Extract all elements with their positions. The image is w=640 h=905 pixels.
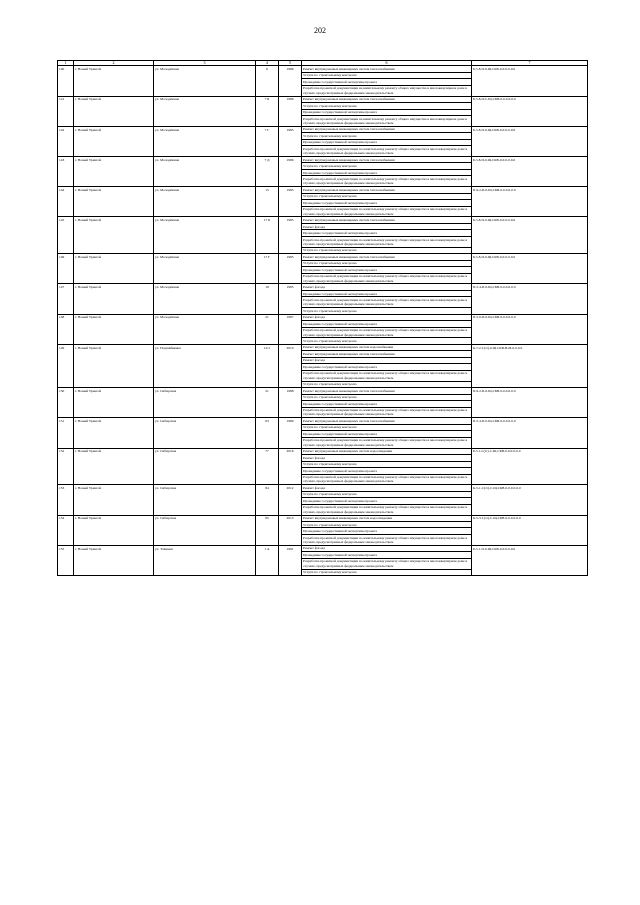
house-code-cell: К-7-2-С(зт)-0-Щ-СКВ-Н-М-0-0-0-0 [472, 344, 588, 387]
house-number-cell: 7 Д [256, 157, 279, 187]
work-item: Проведение государственной экспертизы проекта [302, 110, 471, 116]
build-year-cell: 1986 [279, 66, 302, 96]
house-code-cell: Б-5-8-П-0-Щ-СКВ-0-0-0-0-0-0 [472, 66, 588, 96]
work-item: Разработка проектной документации на капитальному ремонту общего имущества в многоквартирном доме в случаях, предусмотренных федеральным законодательством [303, 116, 467, 125]
house-number-cell: 17 Б [256, 217, 279, 254]
house-number-cell: 85 [256, 515, 279, 545]
work-item: Ремонт фасада [302, 485, 471, 491]
house-number-cell: 17 Г [256, 254, 279, 284]
row-number-cell: 149 [58, 344, 74, 387]
street-cell: ул. Молодёжная [154, 254, 256, 284]
street-cell: ул. Сибирская [154, 485, 256, 515]
street-cell: ул. Молодёжная [154, 66, 256, 96]
build-year-cell: 1985 [279, 187, 302, 217]
column-header-2: 2 [74, 61, 154, 66]
works-cell [302, 314, 472, 344]
work-item: Услуги по строительному контролю [302, 462, 471, 468]
build-year-cell: 1985 [279, 217, 302, 254]
city-cell: г. Новый Уренгой [74, 187, 154, 217]
city-cell: г. Новый Уренгой [74, 485, 154, 515]
street-cell: ул. Сибирская [154, 448, 256, 485]
row-number-cell: 141 [58, 96, 74, 126]
work-item: Разработка проектной документации по капитальному ремонту общего имущества в многоквартирном доме в случаях, предусмотренных федеральным законодательством [302, 297, 471, 308]
works-cell [302, 217, 472, 254]
work-item: Ремонт внутридомовых инженерных систем теплоснабжения [302, 254, 471, 260]
work-item: Услуги по строительному контролю [302, 103, 471, 109]
house-code-cell: Б-5-8-П-0-Щ-СКВ-0-0-0-0-0-0 [472, 157, 588, 187]
build-year-cell: 1986 [279, 157, 302, 187]
house-number-cell: 7 Г [256, 126, 279, 156]
work-item: Разработка проектной документации по капитальному ремонту общего имущества в многоквартирном доме в случаях, предусмотренных федеральным законодательством [303, 146, 468, 156]
build-year-cell: 2016 [279, 448, 302, 485]
build-year-cell: 1989 [279, 418, 302, 448]
street-cell: ул. Таёжная [154, 545, 256, 575]
city-cell: г. Новый Уренгой [74, 545, 154, 575]
table-row [58, 254, 588, 284]
works-cell [302, 448, 472, 485]
build-year-cell: 1991 [279, 545, 302, 575]
works-cell [302, 485, 472, 515]
build-year-cell: 1988 [279, 388, 302, 418]
house-number-cell: 21 [256, 314, 279, 344]
house-number-cell: 12/1 [256, 344, 279, 387]
work-item: Разработка проектной документации по капитальному ремонту общего имущества в многоквартирном доме в случаях, предусмотренных федеральным законодательством [302, 559, 471, 570]
house-number-cell: 6 [256, 66, 279, 96]
work-item: Ремонт внутридомовых инженерных систем теплоснабжения [302, 187, 471, 193]
work-item: Проведение государственной экспертизы проекта [302, 200, 471, 206]
work-item: Проведение государственной экспертизы проекта [302, 321, 471, 327]
work-item: Разработка проектной документации на капитальному ремонту общего имущества в многоквартирном доме в случаях, предусмотренных федеральным законодательством [303, 86, 467, 95]
house-code-cell: Б-5-8-П-0-Щ-СКВ-0-0-0-0-0-0 [472, 126, 588, 156]
works-cell [302, 157, 472, 187]
row-number-cell: 146 [58, 254, 74, 284]
row-number-cell: 154 [58, 515, 74, 545]
build-year-cell: 2012 [279, 485, 302, 515]
work-item: Разработка проектной документации по капитальному ремонту общего имущества в многоквартирном доме в случаях, предусмотренных федеральным законодательством [302, 371, 471, 382]
work-item: Проведение государственной экспертизы проекта [302, 468, 471, 474]
table-row [58, 157, 588, 187]
build-year-cell: 2010 [279, 344, 302, 387]
work-item: Ремонт внутридомовых инженерных систем водоснабжения [302, 345, 471, 351]
street-cell: ул. Сибирская [154, 418, 256, 448]
work-item: Разработка проектной документации по капитальному ремонту общего имущества в многоквартирном доме в случаях, предусмотренных федеральным законодательством [302, 328, 471, 339]
city-cell: г. Новый Уренгой [74, 388, 154, 418]
city-cell: г. Новый Уренгой [74, 157, 154, 187]
work-item: Услуги по строительному контролю [303, 339, 357, 343]
table-row [58, 96, 588, 126]
works-cell [302, 126, 472, 156]
city-cell: г. Новый Уренгой [74, 284, 154, 314]
work-item: Разработка проектной документации по капитальному ремонту общего имущества в многоквартирном доме в случаях, предусмотренных федеральным законодательством [303, 438, 468, 447]
street-cell: ул. Молодёжная [154, 187, 256, 217]
work-item: Услуги по строительному контролю [302, 261, 471, 267]
work-item: Услуги по строительному контролю [302, 73, 471, 79]
work-item: Разработка проектной документации по капитальному ремонту общего имущества в многоквартирном доме в случаях, предусмотренных федеральным законодательством [303, 408, 468, 417]
city-cell: г. Новый Уренгой [74, 66, 154, 96]
house-number-cell: 7 Б [256, 96, 279, 126]
works-cell [302, 515, 472, 545]
works-cell [302, 187, 472, 217]
street-cell: ул. Молодёжная [154, 157, 256, 187]
house-number-cell: 1 А [256, 545, 279, 575]
work-item: Проведение государственной экспертизы проекта [302, 552, 471, 558]
column-header-6: 6 [302, 61, 472, 66]
row-number-cell: 148 [58, 314, 74, 344]
column-header-5: 5 [279, 61, 302, 66]
city-cell: г. Новый Уренгой [74, 96, 154, 126]
works-cell [302, 66, 472, 96]
row-number-cell: 144 [58, 187, 74, 217]
city-cell: г. Новый Уренгой [74, 448, 154, 485]
work-item: Ремонт фасада [302, 284, 471, 290]
house-number-cell: 19 [256, 284, 279, 314]
row-number-cell: 151 [58, 418, 74, 448]
house-code-cell: П-5-6-П-0-Щ-СКВ-0-0-0-0-0-0 [472, 314, 588, 344]
work-item: Ремонт внутридомовых инженерных систем теплоснабжения [302, 66, 471, 72]
table-row [58, 388, 588, 418]
row-number-cell: 153 [58, 485, 74, 515]
row-number-cell: 152 [58, 448, 74, 485]
work-item: Ремонт внутридомовых инженерных систем теплоснабжения [302, 388, 471, 394]
house-code-cell: К-5-1-С(зт)-С-Щ-СКВ-0-0-0-0-0-0 [472, 485, 588, 515]
row-number-cell: 145 [58, 217, 74, 254]
house-code-cell: П-5-4-П-0-Щ-СКВ-0-0-0-0-0-0 [472, 284, 588, 314]
table-row [58, 344, 588, 387]
table-row [58, 66, 588, 96]
build-year-cell: 1985 [279, 284, 302, 314]
work-item: Проведение государственной экспертизы проекта [302, 364, 471, 370]
work-item: Разработка проектной документации по капитальному ремонту общего имущества в многоквартирном доме в случаях, предусмотренных федеральным законодательством [303, 475, 468, 484]
house-number-cell: 63 [256, 418, 279, 448]
works-cell [302, 284, 472, 314]
row-number-cell: 147 [58, 284, 74, 314]
city-cell: г. Новый Уренгой [74, 126, 154, 156]
works-cell [302, 545, 472, 575]
house-number-cell: 21 [256, 388, 279, 418]
work-item: Услуги по строительному контролю [302, 133, 471, 139]
works-cell [302, 254, 472, 284]
work-item: Разработка проектной документации по капитальному ремонту общего имущества в многоквартирном доме в случаях, предусмотренных федеральным законодательством [303, 535, 468, 544]
table-row [58, 515, 588, 545]
work-item: Ремонт фасада [302, 358, 471, 364]
work-item: Ремонт внутридомовых инженерных систем теплоснабжения [302, 97, 471, 103]
work-item: Услуги по строительному контролю [302, 492, 471, 498]
table-row [58, 545, 588, 575]
table-row [58, 217, 588, 254]
work-item: Проведение государственной экспертизы проекта [302, 230, 471, 236]
column-header-1: 1 [58, 61, 74, 66]
work-item: Ремонт внутридомовых инженерных систем водоотведения [302, 516, 471, 522]
table-row [58, 485, 588, 515]
work-item: Ремонт внутридомовых инженерных систем теплоснабжения [302, 418, 471, 424]
row-number-cell: 143 [58, 157, 74, 187]
work-item: Разработка проектной документации по капитальному ремонту общего имущества в многоквартирном доме в случаях, предусмотренных федеральным законодательством [302, 237, 471, 248]
street-cell: ул. Молодёжная [154, 217, 256, 254]
works-cell [302, 418, 472, 448]
column-header-3: 3 [154, 61, 256, 66]
city-cell: г. Новый Уренгой [74, 344, 154, 387]
work-item: Услуги по строительному контролю [302, 395, 471, 401]
work-item: Ремонт внутридомовых инженерных систем теплоснабжения [302, 157, 471, 163]
table-row [58, 126, 588, 156]
build-year-cell: 1985 [279, 126, 302, 156]
works-cell [302, 388, 472, 418]
work-item: Проведение государственной экспертизы проекта [302, 267, 471, 273]
work-item: Ремонт внутридомовых инженерных систем теплоснабжения [302, 351, 471, 357]
street-cell: ул. Сибирская [154, 388, 256, 418]
build-year-cell: 1987 [279, 314, 302, 344]
house-code-cell: Б-5-8-П-0-Щ-СКВ-0-0-0-0-0-0 [472, 254, 588, 284]
work-item: Ремонт фасада [302, 546, 471, 552]
works-cell [302, 96, 472, 126]
work-item: Услуги по строительному контролю [303, 382, 357, 387]
row-number-cell: 140 [58, 66, 74, 96]
street-cell: ул. Сибирская [154, 515, 256, 545]
work-item: Услуги по строительному контролю [302, 194, 471, 200]
work-item: Ремонт внутридомовых инженерных систем теплоснабжения [302, 217, 471, 223]
work-item: Проведение государственной экспертизы проекта [302, 431, 471, 437]
work-item: Проведение государственной экспертизы проекта [302, 140, 471, 146]
house-code-cell: Б-5-1-П-0-Щ-СКВ-0-0-0-0-0-0 [472, 545, 588, 575]
works-cell [302, 344, 472, 387]
work-item: Услуги по строительному контролю [303, 308, 357, 313]
house-code-cell: Б-5-8-П-0-Щ-СКВ-0-0-0-0-0-0 [472, 217, 588, 254]
table-row [58, 314, 588, 344]
row-number-cell: 155 [58, 545, 74, 575]
house-code-cell: П-9-2-П-0-Щ-СКВ-0-0-0-0-0-0 [472, 388, 588, 418]
street-cell: ул. Молодёжная [154, 96, 256, 126]
column-header-4: 4 [256, 61, 279, 66]
street-cell: ул. Молодёжная [154, 126, 256, 156]
work-item: Разработка проектной документации по капитальному ремонту общего имущества в многоквартирном доме в случаях, предусмотренных федеральным законодательством [303, 505, 468, 514]
house-code-cell: П-9-2-П-0-Щ-СКВ-0-0-0-0-0-0 [472, 187, 588, 217]
street-cell: ул. Молодёжная [154, 284, 256, 314]
column-header-7: 7 [472, 61, 588, 66]
work-item: Разработка проектной документации по капитальному ремонту общего имущества в многоквартирном доме в случаях, предусмотренных федеральным законодательством [303, 177, 468, 186]
work-item: Ремонт фасада [302, 455, 471, 461]
row-number-cell: 142 [58, 126, 74, 156]
work-item: Проведение государственной экспертизы проекта [302, 528, 471, 534]
house-number-cell: 15 [256, 187, 279, 217]
row-number-cell: 150 [58, 388, 74, 418]
work-item: Услуги по строительному контролю [302, 163, 471, 169]
work-item: Ремонт внутридомовых инженерных систем водоотведения [302, 449, 471, 455]
city-cell: г. Новый Уренгой [74, 515, 154, 545]
build-year-cell: 1986 [279, 96, 302, 126]
table-row [58, 284, 588, 314]
work-item: Услуги по строительному контролю [302, 522, 471, 528]
table-row [58, 187, 588, 217]
work-item: Проведение государственной экспертизы проекта [302, 79, 471, 85]
city-cell: г. Новый Уренгой [74, 418, 154, 448]
work-item: Услуги по строительному контролю [303, 570, 357, 575]
house-code-cell: К-5-3-С(зт)-С-Щ-СКВ-0-0-0-0-0-0 [472, 515, 588, 545]
work-item: Ремонт фасада [302, 224, 471, 230]
work-item: Разработка проектной документации по капитальному ремонту общего имущества в многоквартирном доме в случаях, предусмотренных федеральным законодательством [303, 207, 468, 216]
street-cell: ул. Подшибякина [154, 344, 256, 387]
house-code-cell: Б-5-8-П-С-Щ-СКВ-0-0-0-0-0-0 [472, 96, 588, 126]
house-code-cell: П-5-4-П-0-Щ-СКВ-0-0-0-0-0-0 [472, 418, 588, 448]
build-year-cell: 1985 [279, 254, 302, 284]
house-number-cell: 84 [256, 485, 279, 515]
work-item: Услуги по строительному контролю [303, 248, 357, 253]
work-item: Разработка проектной документации по капитальному ремонту общего имущества в многоквартирном доме в случаях, предусмотренных федеральным законодательством [303, 274, 468, 283]
work-item: Проведение государственной экспертизы проекта [302, 291, 471, 297]
street-cell: ул. Молодёжная [154, 314, 256, 344]
repair-plan-table [57, 60, 588, 576]
page-number: 202 [314, 26, 326, 35]
work-item: Ремонт внутридомовых инженерных систем теплоснабжения [302, 127, 471, 133]
city-cell: г. Новый Уренгой [74, 217, 154, 254]
table-body [58, 66, 588, 576]
work-item: Ремонт фасада [302, 315, 471, 321]
work-item: Проведение государственной экспертизы проекта [302, 498, 471, 504]
city-cell: г. Новый Уренгой [74, 314, 154, 344]
table-row [58, 448, 588, 485]
house-code-cell: Б-5-1-С(зт)-С-Щ-СКВ-0-0-0-0-0-0 [472, 448, 588, 485]
work-item: Проведение государственной экспертизы проекта [302, 401, 471, 407]
city-cell: г. Новый Уренгой [74, 254, 154, 284]
house-number-cell: 77 [256, 448, 279, 485]
build-year-cell: 2013 [279, 515, 302, 545]
table-row [58, 418, 588, 448]
work-item: Проведение государственной экспертизы проекта [302, 170, 471, 176]
work-item: Услуги по строительному контролю [302, 425, 471, 431]
